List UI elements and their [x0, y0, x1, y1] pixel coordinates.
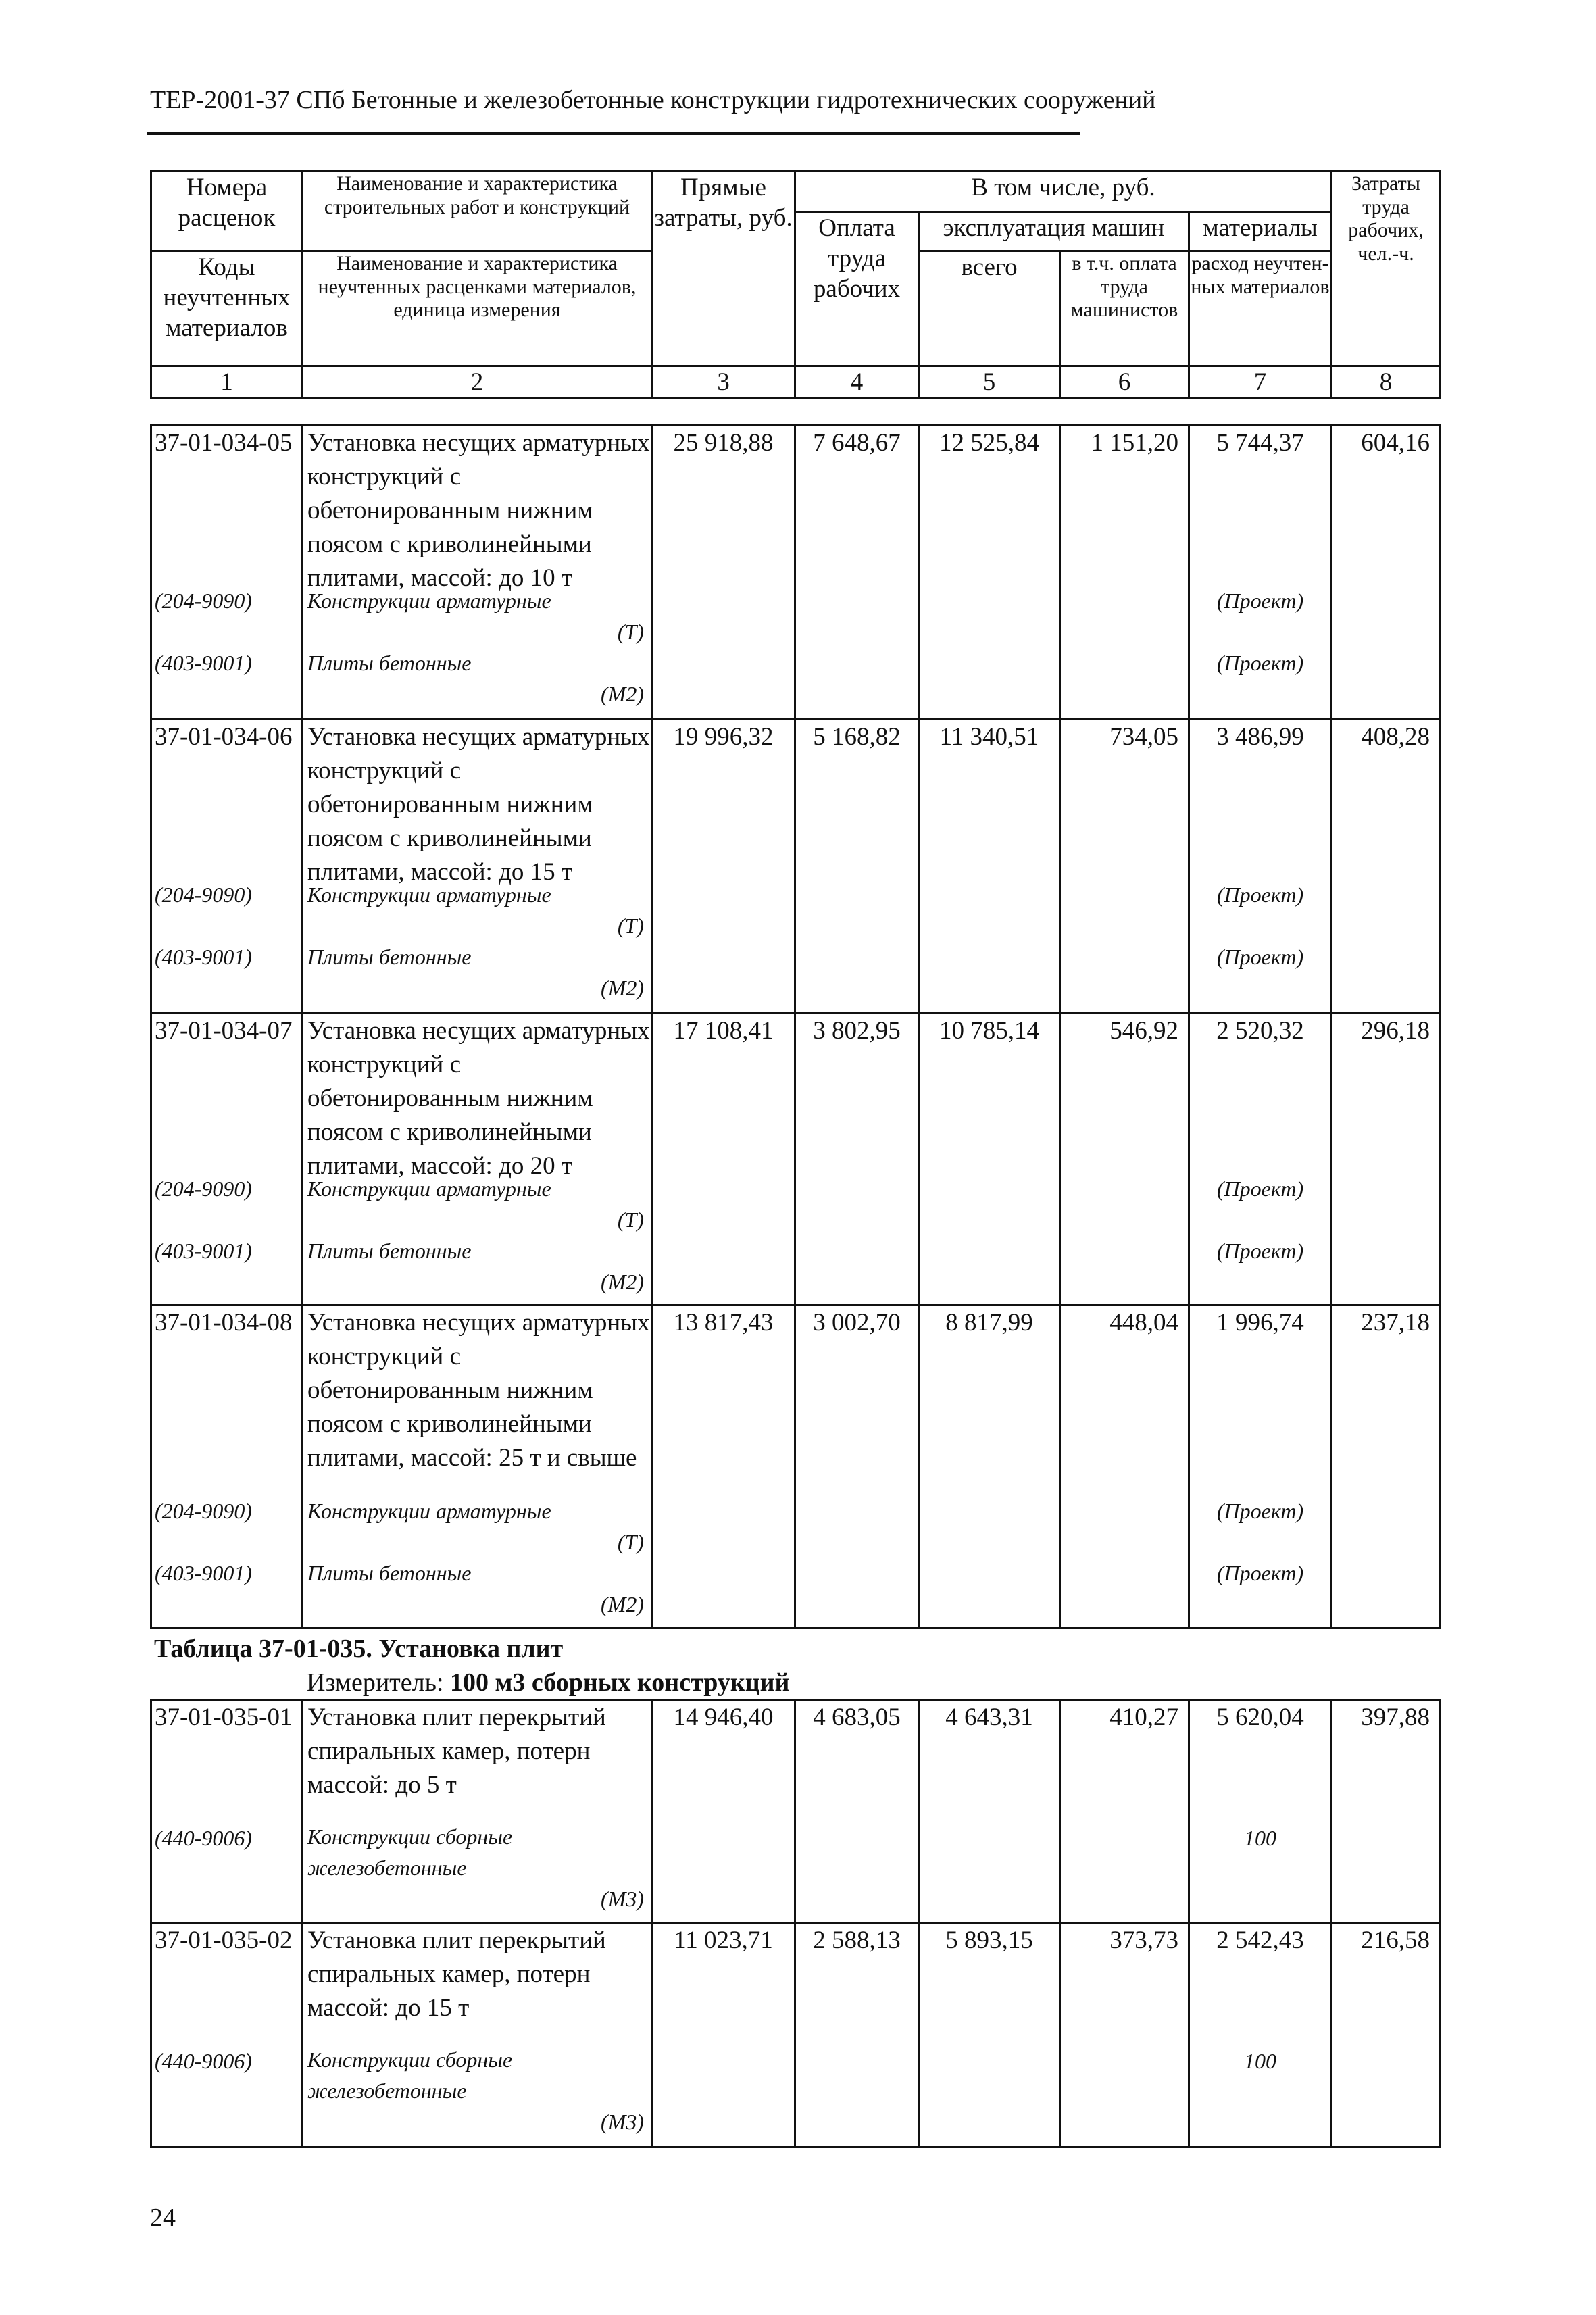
table-meter — [307, 1668, 789, 1697]
table-row — [151, 1700, 1441, 1923]
header-c1-bottom: Коды неучтенных материалов — [151, 251, 303, 366]
page-header-title: ТЕР-2001-37 СПб Бетонные и железобетонные конструкции гидротехнических сооружений — [150, 86, 1156, 114]
material-unit: (М3) — [601, 1887, 644, 1911]
header-c3: Прямые затраты, руб. — [652, 172, 795, 366]
material-name: Плиты бетонные — [307, 1561, 472, 1585]
header-num-3: 3 — [652, 366, 795, 399]
materials-cost: 5 620,04 — [1216, 1703, 1304, 1731]
table-row — [151, 720, 1441, 1014]
machinists-pay: 1 151,20 — [1060, 426, 1189, 720]
material-unit: (М2) — [601, 682, 644, 706]
material-code: (204-9090) — [155, 589, 252, 613]
header-num-8: 8 — [1332, 366, 1441, 399]
meter-label: Измеритель: — [307, 1668, 444, 1697]
table-body-035 — [150, 1699, 1441, 2148]
work-name: Установка несущих арматурных конструкций с обетонированным нижним поясом с криволинейными плитами, массой: 25 т и свыше — [307, 1309, 650, 1472]
table-row — [151, 1014, 1441, 1305]
table-row — [151, 1305, 1441, 1628]
rate-code: 37-01-034-08 — [155, 1309, 293, 1337]
table-row — [151, 1923, 1441, 2147]
header-materials: материалы — [1189, 212, 1332, 251]
material-code: (403-9001) — [155, 1561, 252, 1585]
table-caption: Таблица 37-01-035. Установка плит — [154, 1635, 564, 1663]
material-unit: (М2) — [601, 1270, 644, 1294]
material-qty: 100 — [1244, 2049, 1276, 2073]
work-name: Установка плит перекрытий спиральных камер, потерн массой: до 5 т — [307, 1703, 606, 1799]
labor-pay: 3 002,70 — [795, 1305, 919, 1628]
material-qty: 100 — [1244, 1826, 1276, 1850]
material-name: Плиты бетонные — [307, 945, 472, 969]
labor-pay: 4 683,05 — [795, 1700, 919, 1923]
rate-code: 37-01-034-06 — [155, 723, 293, 751]
header-num-4: 4 — [795, 366, 919, 399]
material-unit: (М2) — [601, 976, 644, 1000]
material-unit: (Т) — [617, 620, 644, 644]
machines-total: 10 785,14 — [919, 1014, 1060, 1305]
materials-cost: 1 996,74 — [1216, 1309, 1304, 1337]
labor-hours: 237,18 — [1332, 1305, 1441, 1628]
labor-pay: 5 168,82 — [795, 720, 919, 1014]
machinists-pay: 734,05 — [1060, 720, 1189, 1014]
work-name: Установка несущих арматурных конструкций с обетонированным нижним поясом с криволинейными плитами, массой: до 15 т — [307, 723, 650, 886]
material-unit: (Т) — [617, 1530, 644, 1554]
material-qty: (Проект) — [1216, 1176, 1304, 1201]
labor-pay: 7 648,67 — [795, 426, 919, 720]
labor-hours: 408,28 — [1332, 720, 1441, 1014]
materials-cost: 5 744,37 — [1216, 429, 1304, 457]
material-name: Плиты бетонные — [307, 651, 472, 675]
material-name: Конструкции сборные железобетонные — [307, 2047, 513, 2103]
header-num-5: 5 — [919, 366, 1060, 399]
header-c1-top: Номера расценок — [151, 172, 303, 251]
direct-costs: 17 108,41 — [652, 1014, 795, 1305]
labor-hours: 216,58 — [1332, 1923, 1441, 2147]
labor-pay: 3 802,95 — [795, 1014, 919, 1305]
material-qty: (Проект) — [1216, 1561, 1304, 1585]
work-name: Установка плит перекрытий спиральных камер, потерн массой: до 15 т — [307, 1926, 606, 2022]
material-code: (403-9001) — [155, 1239, 252, 1263]
material-unit: (Т) — [617, 1208, 644, 1232]
direct-costs: 19 996,32 — [652, 720, 795, 1014]
material-unit: (М3) — [601, 2110, 644, 2134]
header-num-6: 6 — [1060, 366, 1189, 399]
material-name: Конструкции арматурные — [307, 1499, 551, 1523]
material-code: (204-9090) — [155, 882, 252, 907]
material-code: (440-9006) — [155, 2049, 252, 2073]
machinists-pay: 410,27 — [1060, 1700, 1189, 1923]
labor-hours: 296,18 — [1332, 1014, 1441, 1305]
material-qty: (Проект) — [1216, 651, 1304, 675]
labor-pay: 2 588,13 — [795, 1923, 919, 2147]
material-code: (204-9090) — [155, 1176, 252, 1201]
labor-hours: 397,88 — [1332, 1700, 1441, 1923]
machinists-pay: 448,04 — [1060, 1305, 1189, 1628]
header-num-2: 2 — [303, 366, 652, 399]
machinists-pay: 546,92 — [1060, 1014, 1189, 1305]
header-c6: в т.ч. оплата труда машинистов — [1060, 251, 1189, 366]
machines-total: 8 817,99 — [919, 1305, 1060, 1628]
material-qty: (Проект) — [1216, 589, 1304, 613]
machines-total: 11 340,51 — [919, 720, 1060, 1014]
material-code: (403-9001) — [155, 651, 252, 675]
machinists-pay: 373,73 — [1060, 1923, 1189, 2147]
material-unit: (Т) — [617, 914, 644, 938]
work-name: Установка несущих арматурных конструкций с обетонированным нижним поясом с криволинейными плитами, массой: до 10 т — [307, 429, 650, 592]
header-c8: Затраты труда рабочих, чел.-ч. — [1332, 172, 1441, 366]
header-group: В том числе, руб. — [795, 172, 1332, 212]
rate-code: 37-01-035-02 — [155, 1926, 293, 1954]
materials-cost: 2 520,32 — [1216, 1017, 1304, 1045]
material-name: Плиты бетонные — [307, 1239, 472, 1263]
table-body-034 — [150, 424, 1441, 1629]
rate-code: 37-01-034-05 — [155, 429, 293, 457]
work-name: Установка несущих арматурных конструкций с обетонированным нижним поясом с криволинейными плитами, массой: до 20 т — [307, 1017, 650, 1180]
page-number: 24 — [150, 2204, 176, 2232]
material-qty: (Проект) — [1216, 882, 1304, 907]
direct-costs: 25 918,88 — [652, 426, 795, 720]
material-name: Конструкции арматурные — [307, 1176, 551, 1201]
header-c4: Оплата труда рабочих — [795, 212, 919, 366]
labor-hours: 604,16 — [1332, 426, 1441, 720]
machines-total: 12 525,84 — [919, 426, 1060, 720]
rate-code: 37-01-035-01 — [155, 1703, 293, 1731]
meter-value: 100 м3 сборных конструкций — [450, 1668, 790, 1697]
header-c2-bottom: Наименование и характеристика неучтенных расценками материалов, единица измерения — [303, 251, 652, 366]
header-c7: расход неучтен-ных материалов — [1189, 251, 1332, 366]
direct-costs: 11 023,71 — [652, 1923, 795, 2147]
header-num-7: 7 — [1189, 366, 1332, 399]
material-name: Конструкции арматурные — [307, 589, 551, 613]
table-header — [150, 170, 1441, 399]
material-code: (204-9090) — [155, 1499, 252, 1523]
rate-code: 37-01-034-07 — [155, 1017, 293, 1045]
table-row — [151, 426, 1441, 720]
header-num-1: 1 — [151, 366, 303, 399]
header-c2-top: Наименование и характеристика строительных работ и конструкций — [303, 172, 652, 251]
material-code: (403-9001) — [155, 945, 252, 969]
direct-costs: 13 817,43 — [652, 1305, 795, 1628]
machines-total: 4 643,31 — [919, 1700, 1060, 1923]
material-qty: (Проект) — [1216, 1239, 1304, 1263]
material-unit: (М2) — [601, 1592, 644, 1616]
material-qty: (Проект) — [1216, 945, 1304, 969]
machines-total: 5 893,15 — [919, 1923, 1060, 2147]
material-code: (440-9006) — [155, 1826, 252, 1850]
material-qty: (Проект) — [1216, 1499, 1304, 1523]
material-name: Конструкции сборные железобетонные — [307, 1824, 513, 1880]
header-rule — [147, 132, 1080, 135]
header-machines: эксплуатация машин — [919, 212, 1189, 251]
direct-costs: 14 946,40 — [652, 1700, 795, 1923]
material-name: Конструкции арматурные — [307, 882, 551, 907]
materials-cost: 3 486,99 — [1216, 723, 1304, 751]
header-c5: всего — [919, 251, 1060, 366]
materials-cost: 2 542,43 — [1216, 1926, 1304, 1954]
